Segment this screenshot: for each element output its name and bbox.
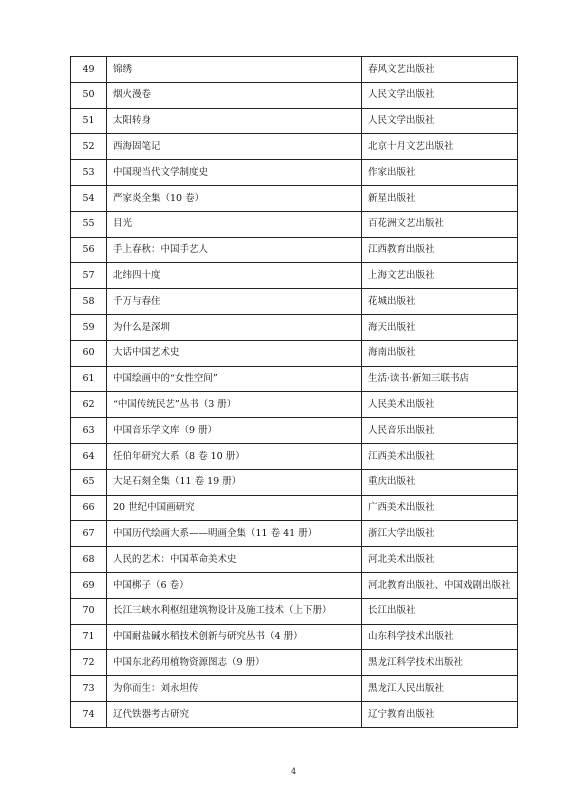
book-title: 为什么是深圳 [107,314,362,340]
table-row [71,392,518,418]
table-row [71,598,518,624]
book-title: 烟火漫卷 [107,82,362,108]
row-number: 65 [71,469,107,495]
book-title: 中国现当代文学制度史 [107,160,362,186]
book-title: 中国耐盐碱水稻技术创新与研究丛书（4 册） [107,624,362,650]
book-list-table [70,56,518,728]
book-title: 20 世纪中国画研究 [107,495,362,521]
publisher-name: 上海文艺出版社 [362,263,518,289]
row-number: 64 [71,443,107,469]
table-row [71,469,518,495]
book-title: 中国音乐学文库（9 册） [107,418,362,444]
table-row [71,572,518,598]
row-number: 51 [71,108,107,134]
table-row [71,701,518,727]
page-number: 4 [290,767,297,776]
publisher-name: 重庆出版社 [362,469,518,495]
book-title: 北纬四十度 [107,263,362,289]
table-row [71,263,518,289]
publisher-name: 春风文艺出版社 [362,57,518,83]
table-row [71,108,518,134]
book-title: 大话中国艺术史 [107,340,362,366]
row-number: 67 [71,521,107,547]
table-row [71,237,518,263]
table-row [71,289,518,315]
row-number: 71 [71,624,107,650]
publisher-name: 人民音乐出版社 [362,418,518,444]
book-list-body [71,57,518,728]
table-row [71,340,518,366]
publisher-name: 生活·读书·新知三联书店 [362,366,518,392]
table-row [71,160,518,186]
book-title: 目光 [107,211,362,237]
table-row [71,418,518,444]
row-number: 66 [71,495,107,521]
row-number: 59 [71,314,107,340]
book-title: 中国梆子（6 卷） [107,572,362,598]
table-row [71,82,518,108]
row-number: 49 [71,57,107,83]
table-row [71,624,518,650]
row-number: 74 [71,701,107,727]
row-number: 56 [71,237,107,263]
table-row [71,547,518,573]
publisher-name: 百花洲文艺出版社 [362,211,518,237]
book-title: 为你而生：刘永坦传 [107,676,362,702]
publisher-name: 海天出版社 [362,314,518,340]
publisher-name: 江西美术出版社 [362,443,518,469]
table-row [71,443,518,469]
publisher-name: 长江出版社 [362,598,518,624]
publisher-name: 山东科学技术出版社 [362,624,518,650]
table-row [71,211,518,237]
publisher-name: 广西美术出版社 [362,495,518,521]
publisher-name: 新星出版社 [362,185,518,211]
row-number: 63 [71,418,107,444]
book-title: “中国传统民艺”丛书（3 册） [107,392,362,418]
row-number: 53 [71,160,107,186]
publisher-name: 人民美术出版社 [362,392,518,418]
table-row [71,314,518,340]
table-row [71,366,518,392]
row-number: 54 [71,185,107,211]
table-row [71,521,518,547]
publisher-name: 黑龙江人民出版社 [362,676,518,702]
book-title: 锦绣 [107,57,362,83]
book-title: 大足石刻全集（11 卷 19 册） [107,469,362,495]
book-title: 辽代铁器考古研究 [107,701,362,727]
row-number: 58 [71,289,107,315]
publisher-name: 人民文学出版社 [362,82,518,108]
row-number: 50 [71,82,107,108]
row-number: 57 [71,263,107,289]
publisher-name: 黑龙江科学技术出版社 [362,650,518,676]
book-title: 手上春秋：中国手艺人 [107,237,362,263]
table-row [71,495,518,521]
book-title: 任伯年研究大系（8 卷 10 册） [107,443,362,469]
table-row [71,676,518,702]
table-row [71,650,518,676]
row-number: 62 [71,392,107,418]
book-title: 严家炎全集（10 卷） [107,185,362,211]
book-title: 千万与春住 [107,289,362,315]
row-number: 52 [71,134,107,160]
book-title: 人民的艺术：中国革命美术史 [107,547,362,573]
publisher-name: 作家出版社 [362,160,518,186]
publisher-name: 河北美术出版社 [362,547,518,573]
row-number: 61 [71,366,107,392]
publisher-name: 河北教育出版社、中国戏剧出版社 [362,572,518,598]
book-title: 太阳转身 [107,108,362,134]
book-title: 中国历代绘画大系——明画全集（11 卷 41 册） [107,521,362,547]
row-number: 72 [71,650,107,676]
book-title: 中国绘画中的“女性空间” [107,366,362,392]
publisher-name: 花城出版社 [362,289,518,315]
publisher-name: 浙江大学出版社 [362,521,518,547]
book-title: 中国东北药用植物资源图志（9 册） [107,650,362,676]
publisher-name: 北京十月文艺出版社 [362,134,518,160]
publisher-name: 江西教育出版社 [362,237,518,263]
row-number: 73 [71,676,107,702]
table-row [71,185,518,211]
publisher-name: 海南出版社 [362,340,518,366]
row-number: 69 [71,572,107,598]
row-number: 70 [71,598,107,624]
row-number: 68 [71,547,107,573]
publisher-name: 辽宁教育出版社 [362,701,518,727]
book-title: 西海固笔记 [107,134,362,160]
row-number: 55 [71,211,107,237]
table-row [71,134,518,160]
row-number: 60 [71,340,107,366]
table-row [71,57,518,83]
publisher-name: 人民文学出版社 [362,108,518,134]
book-title: 长江三峡水利枢纽建筑物设计及施工技术（上下册） [107,598,362,624]
